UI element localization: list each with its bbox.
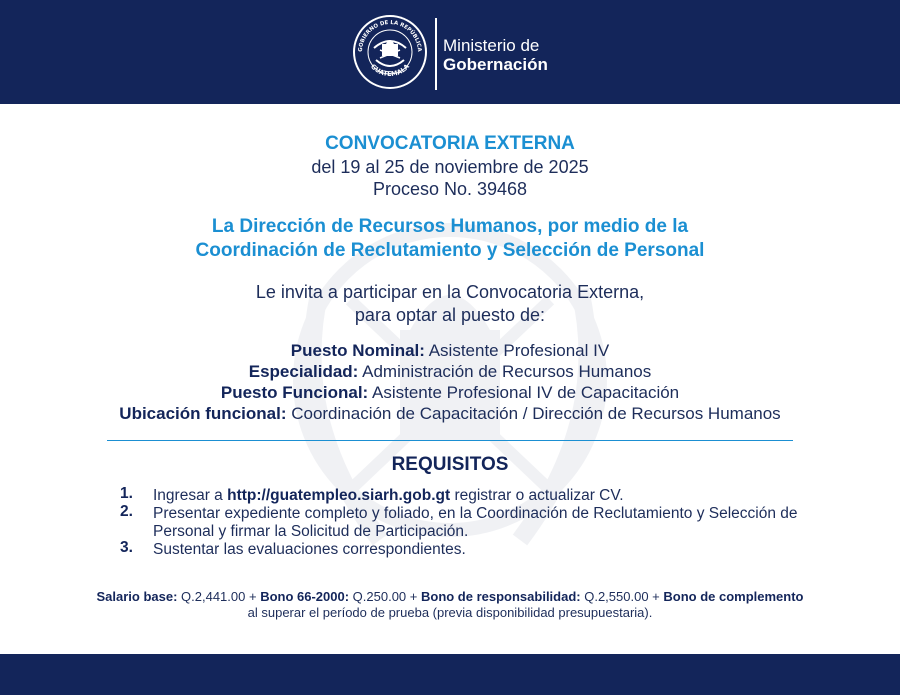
convocatoria-title: CONVOCATORIA EXTERNA [325,133,575,154]
requirement-item [120,505,820,541]
invitation-text [0,281,900,327]
location-label: Ubicación funcional: [119,404,287,423]
requirement-item [120,541,820,559]
bono-value: Q.250.00 + [349,589,421,604]
nominal-position [0,340,900,361]
requirements-title: REQUISITOS [391,454,509,475]
specialty-value: Administración de Recursos Humanos [358,362,652,381]
complement-bonus-value: al superar el período de prueba (previa disponibilidad presupuestaria). [247,605,653,620]
functional-location [0,403,900,424]
complement-bonus-label: Bono de complemento [663,589,804,604]
responsibility-bonus-value: Q.2,550.00 + [580,589,664,604]
requirement-text-pre: Ingresar a [153,487,228,504]
requirement-text: Presentar expediente completo y foliado, en la Coordinación de Reclutamiento y Selección de Personal y firmar la Solicitud de Participación. [153,505,798,540]
footer-bar [0,654,900,695]
direction-line2: Coordinación de Reclutamiento y Selección de Personal [195,240,705,261]
guatemala-seal-logo [352,14,428,90]
salary-base-label: Salario base: [96,589,178,604]
nominal-value: Asistente Profesional IV [424,341,610,360]
header-divider [435,18,437,90]
seal-top-text: GOBIERNO DE LA REPÚBLICA [357,19,423,53]
process-number: Proceso No. 39468 [372,179,528,199]
ministry-logo-text [443,36,548,74]
functional-label: Puesto Funcional: [220,383,369,402]
direction-heading [0,215,900,263]
invite-line1: Le invita a participar en la Convocatoria Externa, [255,282,645,302]
section-divider [107,440,793,441]
convocatoria-dates: del 19 al 25 de noviembre de 2025 [311,157,589,177]
salary-base-value: Q.2,441.00 + [177,589,261,604]
responsibility-bonus-label: Bono de responsabilidad: [420,589,581,604]
guatempleo-link[interactable]: http://guatempleo.siarh.gob.gt [227,487,451,504]
ministry-line2: Gobernación [443,55,548,74]
specialty-label: Especialidad: [248,362,359,381]
requirements-list [120,487,820,559]
nominal-label: Puesto Nominal: [290,341,425,360]
specialty [0,361,900,382]
requirement-number: 2. [120,503,133,520]
requirement-text: Sustentar las evaluaciones correspondientes. [153,541,466,558]
functional-position [0,382,900,403]
functional-value: Asistente Profesional IV de Capacitación [368,383,680,402]
position-details [0,340,900,424]
invite-line2: para optar al puesto de: [354,305,546,325]
requirement-number: 3. [120,539,133,556]
bono-label: Bono 66-2000: [260,589,350,604]
requirement-number: 1. [120,485,133,502]
requirement-text-post: registrar o actualizar CV. [450,487,624,504]
direction-line1: La Dirección de Recursos Humanos, por medio de la [211,216,689,237]
ministry-line1: Ministerio de [443,36,540,55]
seal-bottom-text: GUATEMALA [368,62,412,79]
location-value: Coordinación de Capacitación / Dirección de Recursos Humanos [286,404,781,423]
requirement-item [120,487,820,505]
salary-info [90,589,810,621]
